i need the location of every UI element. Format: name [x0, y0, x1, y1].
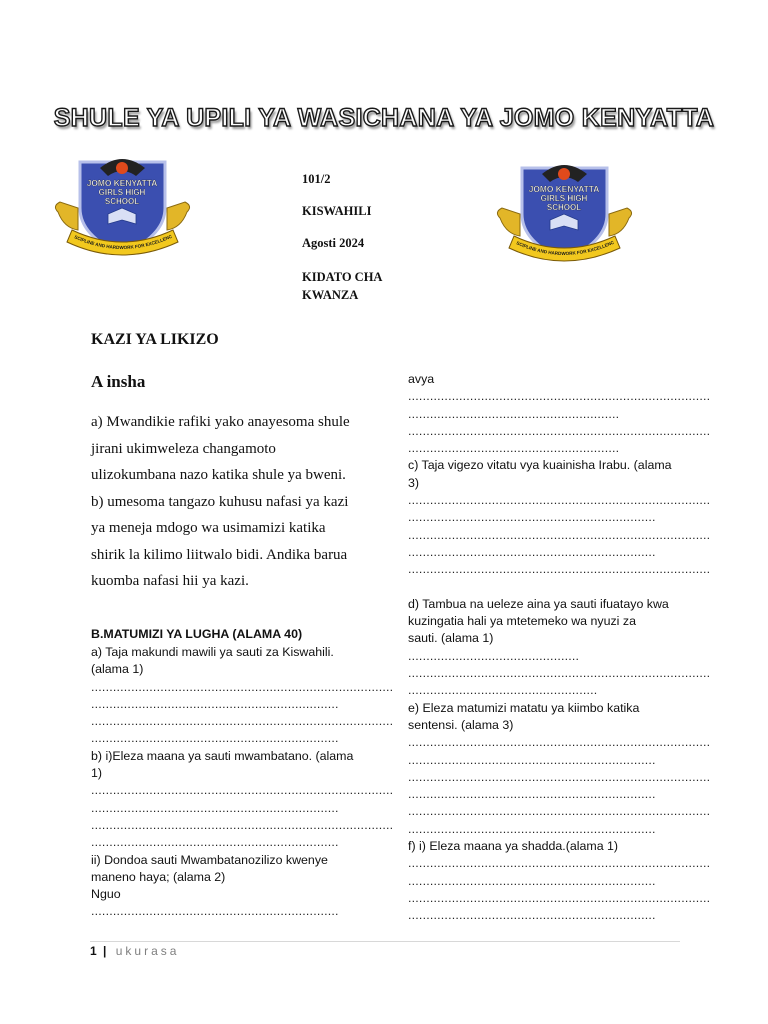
- essay-line: b) umesoma tangazo kuhusu nafasi ya kazi: [91, 493, 349, 510]
- answer-line: ...................................................................................: [408, 493, 711, 508]
- svg-text:SCHOOL: SCHOOL: [546, 203, 582, 212]
- question-text: avya: [408, 372, 435, 386]
- subject-name: KISWAHILI: [302, 204, 372, 218]
- page-footer: [90, 944, 179, 958]
- answer-line: ...................................................................................: [408, 856, 711, 871]
- answer-line: ....................................................: [408, 683, 598, 698]
- question-text: c) Taja vigezo vitatu vya kuainisha Irabu. (alama: [408, 458, 672, 473]
- answer-line: ...................................................................................: [408, 735, 711, 750]
- essay-line: shirik la kilimo liitwalo bidi. Andika barua: [91, 546, 348, 563]
- question-text: ii) Dondoa sauti Mwambatanozilizo kwenye: [91, 852, 328, 867]
- answer-line: ....................................................................: [408, 510, 656, 525]
- answer-line: ....................................................................: [408, 752, 656, 767]
- answer-line: ...................................................................................: [408, 423, 711, 438]
- svg-text:SCHOOL: SCHOOL: [104, 197, 140, 206]
- spacer: [408, 579, 680, 596]
- svg-text:DISCIPLINE AND HARDWORK FOR EX: SCIPLINE AND HARDWORK FOR EXCELLENC: [73, 233, 173, 251]
- svg-text:DISCIPLINE AND HARDWORK FOR EX: SCIPLINE AND HARDWORK FOR EXCELLENC: [515, 239, 615, 257]
- answer-line: ...................................................................................: [408, 890, 711, 905]
- answer-line: ....................................................................: [91, 800, 339, 815]
- question-text: 3): [408, 475, 420, 490]
- answer-line: ...................................................................................: [408, 527, 711, 542]
- form-level-line: KIDATO CHA: [302, 270, 383, 284]
- section-b-left-column: [91, 644, 394, 921]
- essay-line: ulizokumbana nazo katika shule ya bweni.: [91, 467, 346, 483]
- question-text: sauti. (alama 1): [408, 631, 494, 646]
- form-level: [302, 268, 382, 304]
- essay-questions: [91, 409, 391, 595]
- svg-text:JOMO KENYATTA: JOMO KENYATTA: [86, 178, 158, 188]
- answer-line: ....................................................................: [408, 787, 656, 802]
- answer-line: ....................................................................: [408, 873, 656, 888]
- essay-line: kuomba nafasi hii ya kazi.: [91, 573, 249, 589]
- page-label: ukurasa: [115, 944, 180, 958]
- answer-line: ...................................................................................: [408, 562, 711, 577]
- svg-text:JOMO KENYATTA: JOMO KENYATTA: [528, 184, 600, 194]
- page-number: 1: [90, 944, 97, 958]
- answer-line: ....................................................................: [91, 731, 339, 746]
- answer-line: ....................................................................: [408, 908, 656, 923]
- essay-line: jirani ukimweleza changamoto: [91, 440, 276, 457]
- question-text: a) Taja makundi mawili ya sauti za Kiswahili.: [91, 645, 334, 659]
- answer-line: ...................................................................................: [408, 804, 711, 819]
- school-crest-logo-right: [492, 156, 637, 268]
- essay-line: a) Mwandikie rafiki yako anayesoma shule: [91, 414, 350, 430]
- section-a-title: A insha: [91, 372, 146, 391]
- exam-date: Agosti 2024: [302, 236, 365, 250]
- assignment-title: KAZI YA LIKIZO: [91, 331, 219, 348]
- section-b-right-column: [408, 371, 711, 925]
- section-b-title: B.MATUMIZI YA LUGHA (ALAMA 40): [91, 627, 303, 641]
- answer-line: ..........................................................: [408, 406, 620, 421]
- answer-line: ....................................................................: [408, 544, 656, 559]
- answer-line: ....................................................................: [91, 696, 339, 711]
- footer-separator: |: [103, 944, 110, 958]
- question-text: e) Eleza matumizi matatu ya kiimbo katika: [408, 700, 640, 715]
- question-text: maneno haya; (alama 2): [91, 869, 226, 884]
- answer-line: ...................................................................................: [408, 666, 711, 681]
- answer-line: ...................................................................................: [408, 769, 711, 784]
- question-text: f) i) Eleza maana ya shadda.(alama 1): [408, 839, 619, 854]
- answer-line: ...............................................: [408, 648, 580, 663]
- question-text: 1): [91, 766, 103, 781]
- answer-line: ..........................................................: [408, 441, 620, 456]
- answer-line: ...................................................................................: [91, 783, 394, 798]
- question-text: sentensi. (alama 3): [408, 717, 514, 732]
- answer-line: ....................................................................: [408, 821, 656, 836]
- answer-line: ...................................................................................: [91, 679, 394, 694]
- answer-line: ...................................................................................: [408, 389, 711, 404]
- question-text: (alama 1): [91, 662, 144, 677]
- answer-line: ...................................................................................: [91, 714, 394, 729]
- question-text: b) i)Eleza maana ya sauti mwambatano. (alama: [91, 748, 354, 763]
- svg-text:GIRLS HIGH: GIRLS HIGH: [98, 188, 146, 197]
- form-level-line: KWANZA: [302, 288, 359, 302]
- answer-line: ...................................................................................: [91, 817, 394, 832]
- school-title: SHULE YA UPILI YA WASICHANA YA JOMO KENYATTA: [53, 104, 715, 132]
- footer-divider: [90, 941, 680, 942]
- svg-text:GIRLS HIGH: GIRLS HIGH: [540, 194, 588, 203]
- answer-line: ....................................................................: [91, 835, 339, 850]
- school-crest-logo-left: [50, 150, 195, 262]
- paper-code: 101/2: [302, 172, 331, 186]
- question-text: kuzingatia hali ya mtetemeko wa nyuzi za: [408, 614, 636, 629]
- answer-line: ....................................................................: [91, 904, 339, 919]
- question-text: d) Tambua na ueleze aina ya sauti ifuatayo kwa: [408, 596, 669, 611]
- question-text: Nguo: [91, 887, 121, 902]
- essay-line: ya meneja mdogo wa usimamizi katika: [91, 520, 326, 536]
